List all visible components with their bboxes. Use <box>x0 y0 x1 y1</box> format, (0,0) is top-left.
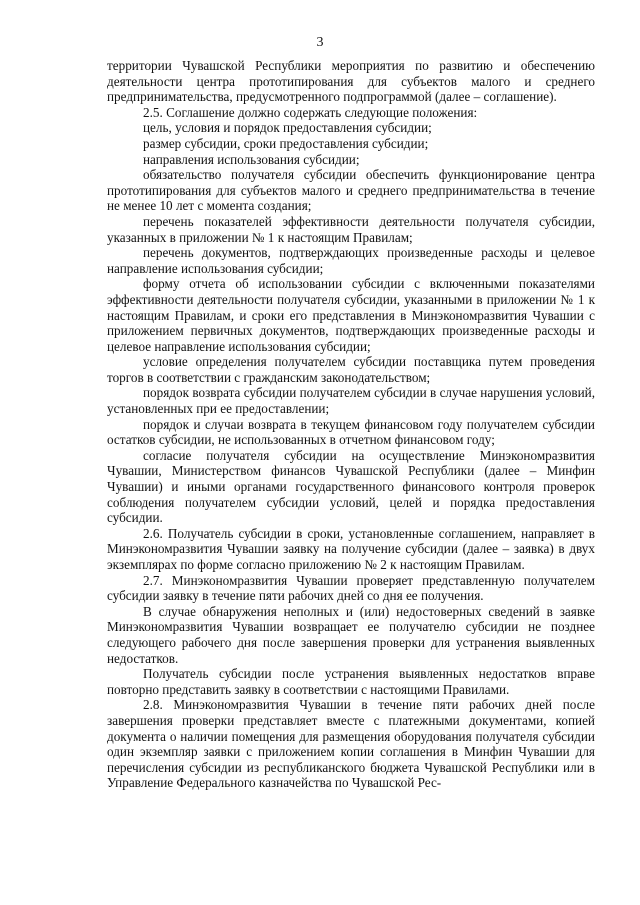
page-number: 3 <box>316 35 324 50</box>
paragraph: Получатель субсидии после устранения выявленных недостатков вправе повторно представить заявку в соответствии с настоящими Правилами. <box>107 666 595 697</box>
list-item: форму отчета об использовании субсидии с включенными показателями эффективности деятельности получателя субсидии, указанными в приложении № 1 к настоящим Правилам, и сроки его представления в Минэкономразвития Чувашии с приложением первичных документов, подтверждающих произведенные расходы и целевое направление использования субсидии; <box>107 276 595 354</box>
paragraph: В случае обнаружения неполных и (или) недостоверных сведений в заявке Минэкономразвития Чувашии возвращает ее получателю субсидии не позднее следующего рабочего дня после завершения проверки для устранения выявленных недостатков. <box>107 603 595 666</box>
paragraph-2-8: 2.8. Минэкономразвития Чувашии в течение пяти рабочих дней после завершения проверки представляет вместе с платежными документами, копией документа о наличии помещения для размещения оборудования получателя субсидии один экземпляр заявки с приложением копии соглашения в Минфин Чувашии для перечисления субсидии из республиканского бюджета Чувашской Республики или в Управление Федерального казначейства по Чувашской Рес- <box>107 697 595 791</box>
list-item: согласие получателя субсидии на осуществление Минэкономразвития Чувашии, Министерством финансов Чувашской Республики (далее – Минфин Чувашии) и иными органами государственного финансового контроля проверок соблюдения получателем субсидии условий, целей и порядка предоставления субсидии. <box>107 447 595 526</box>
paragraph-continuation: территории Чувашской Республики мероприятия по развитию и обеспечению деятельности центра прототипирования для субъектов малого и среднего предпринимательства, предусмотренного подпрограммой (далее – соглашение). <box>107 58 595 105</box>
list-item: размер субсидии, сроки предоставления субсидии; <box>143 135 429 151</box>
list-item: порядок возврата субсидии получателем субсидии в случае нарушения условий, установленных при ее предоставлении; <box>107 385 595 417</box>
paragraph-2-6: 2.6. Получатель субсидии в сроки, установленные соглашением, направляет в Минэкономразвития Чувашии заявку на получение субсидии (далее – заявка) в двух экземплярах по форме согласно приложению № 2 к настоящим Правилам. <box>107 525 595 572</box>
paragraph-2-7: 2.7. Минэкономразвития Чувашии проверяет представленную получателем субсидии заявку в течение пяти рабочих дней со дня ее получения. <box>107 572 595 604</box>
body-text <box>107 58 595 791</box>
list-item: обязательство получателя субсидии обеспечить функционирование центра прототипирования для субъектов малого и среднего предпринимательства в течение не менее 10 лет с момента создания; <box>107 167 595 214</box>
list-item: условие определения получателем субсидии поставщика путем проведения торгов в соответствии с гражданским законодательством; <box>107 354 595 385</box>
list-item: перечень документов, подтверждающих произведенные расходы и целевое направление использования субсидии; <box>107 245 595 276</box>
list-item: порядок и случаи возврата в текущем финансовом году получателем субсидии остатков субсидии, не использованных в отчетном финансовом году; <box>107 416 595 448</box>
list-item: направления использования субсидии; <box>143 151 360 167</box>
list-item: перечень показателей эффективности деятельности получателя субсидии, указанных в приложении № 1 к настоящим Правилам; <box>107 213 595 245</box>
list-item: цель, условия и порядок предоставления субсидии; <box>143 120 432 136</box>
paragraph-2-5: 2.5. Соглашение должно содержать следующие положения: <box>143 104 478 120</box>
